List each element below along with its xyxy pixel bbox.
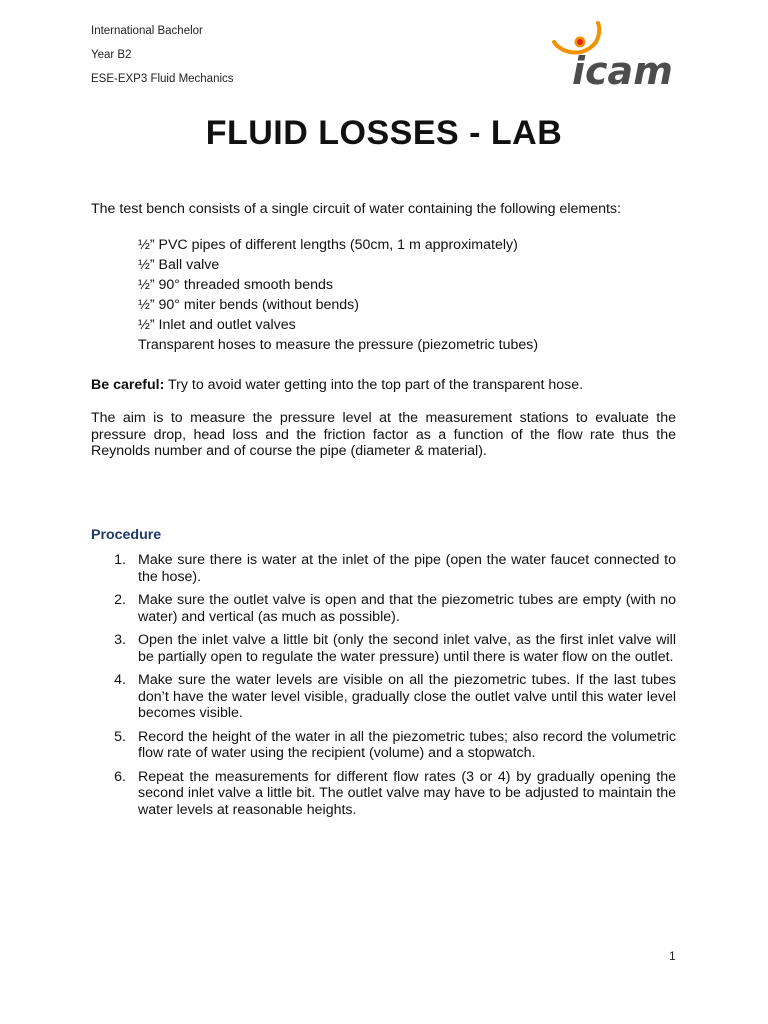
step-text: Record the height of the water in all the piezometric tubes; also record the volumetric flow rate of water using the recipient (volume) and a stopwatch. [138,728,676,761]
list-item: ½” 90° threaded smooth bends [138,277,333,293]
header-year: Year B2 [91,49,132,61]
step-number: 5. [114,728,126,745]
header-program: International Bachelor [91,25,203,37]
aim-paragraph: The aim is to measure the pressure level at the measurement stations to evaluate the pressure drop, head loss and the friction factor as a function of the flow rate thus the Reynolds number and of course the pipe (diameter & material). [91,410,676,459]
logo-wordmark: icam [572,49,673,90]
list-item: ½” Inlet and outlet valves [138,317,296,333]
step-text: Open the inlet valve a little bit (only the second inlet valve, as the first inlet valve will be partially open to regulate the water pressure) until there is water flow on the outlet. [138,632,676,665]
step-number: 1. [114,552,126,568]
procedure-step [91,672,676,722]
list-item: Transparent hoses to measure the pressure (piezometric tubes) [138,337,539,353]
procedure-step [91,592,676,625]
step-number: 4. [114,672,126,688]
list-item: ½” 90° miter bends (without bends) [138,297,359,313]
step-text: Make sure there is water at the inlet of the pipe (open the water faucet connected to the hose). [138,552,676,585]
list-item: ½” PVC pipes of different lengths (50cm, 1 m approximately) [138,237,518,253]
step-number: 2. [114,592,126,608]
header-course: ESE-EXP3 Fluid Mechanics [91,73,234,85]
icam-logo [548,20,680,90]
icam-logo-graphic [548,20,680,90]
step-text: Make sure the water levels are visible on all the piezometric tubes. If the last tubes don’t have the water level visible, gradually close the outlet valve until this water level becomes visible. [138,672,676,721]
caution-note [91,377,676,394]
procedure-step [91,769,676,819]
caution-text: Try to avoid water getting into the top part of the transparent hose. [164,377,584,393]
page-number: 1 [669,949,676,963]
procedure-step [91,729,676,762]
step-text: Repeat the measurements for different flow rates (3 or 4) by gradually opening the second inlet valve a little bit. The outlet valve may have to be adjusted to maintain the water levels at reasonable heights. [138,768,676,818]
procedure-step [91,552,676,585]
elements-list [138,237,538,357]
list-item: ½” Ball valve [138,257,220,273]
page-title: FLUID LOSSES - LAB [205,114,563,152]
step-number: 3. [114,632,126,648]
step-number: 6. [114,768,126,785]
procedure-steps [91,552,676,825]
intro-paragraph: The test bench consists of a single circuit of water containing the following elements: [91,201,621,217]
procedure-heading: Procedure [91,527,162,543]
procedure-step [91,632,676,665]
step-text: Make sure the outlet valve is open and that the piezometric tubes are empty (with no water) and vertical (as much as possible). [138,592,676,625]
caution-label: Be careful: [91,377,165,393]
